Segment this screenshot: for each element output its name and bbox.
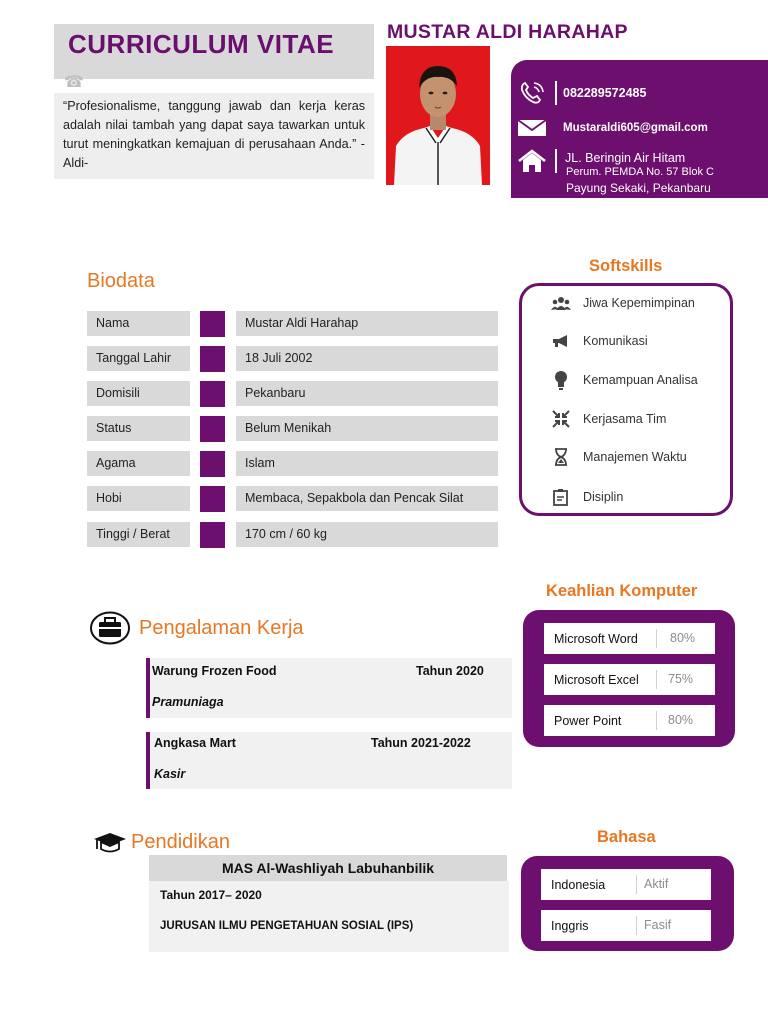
softskill-item [549, 448, 687, 466]
experience-year: Tahun 2021-2022 [371, 736, 471, 750]
computer-skills-heading: Keahlian Komputer [546, 582, 698, 600]
language-row [541, 869, 711, 900]
contact-phone-row [511, 80, 646, 106]
experience-company: Warung Frozen Food [152, 664, 277, 678]
education-major: JURUSAN ILMU PENGETAHUAN SOSIAL (IPS) [160, 920, 414, 932]
bio-value: Membaca, Sepakbola dan Pencak Silat [236, 486, 498, 511]
biodata-heading: Biodata [87, 270, 155, 292]
computer-skill-level: 80% [668, 713, 694, 727]
computer-skill-name: Power Point [554, 713, 622, 728]
softskill-label: Kemampuan Analisa [583, 373, 698, 387]
address-line-3: Payung Sekaki, Pekanbaru [566, 181, 711, 195]
bio-marker [200, 486, 225, 512]
computer-skill-row [544, 623, 715, 654]
clipboard-icon [549, 488, 573, 506]
bio-label: Domisili [87, 381, 190, 406]
computer-skill-row [544, 705, 715, 736]
contact-email[interactable]: Mustaraldi605@gmail.com [563, 122, 708, 134]
bio-value: Mustar Aldi Harahap [236, 311, 498, 336]
softskill-item [549, 488, 623, 506]
graduation-cap-icon [93, 831, 127, 859]
bio-label: Hobi [87, 486, 190, 511]
computer-skill-row [544, 664, 715, 695]
cv-title: CURRICULUM VITAE [68, 29, 335, 59]
computer-skill-name: Microsoft Word [554, 631, 638, 646]
language-name: Indonesia [551, 877, 606, 892]
bio-marker [200, 346, 225, 372]
languages-heading: Bahasa [597, 828, 656, 846]
language-row [541, 910, 711, 941]
bio-label: Agama [87, 451, 190, 476]
softskill-label: Kerjasama Tim [583, 412, 667, 426]
education-years: Tahun 2017– 2020 [160, 888, 262, 902]
softskill-item [549, 332, 648, 350]
contact-phone[interactable]: 082289572485 [563, 86, 647, 100]
lightbulb-icon [549, 371, 573, 389]
skill-divider [656, 711, 657, 730]
softskill-label: Komunikasi [583, 334, 648, 348]
bio-value: Belum Menikah [236, 416, 498, 441]
language-level: Fasif [644, 918, 672, 932]
address-separator [555, 149, 557, 173]
skill-divider [656, 670, 657, 689]
bio-marker [200, 311, 225, 337]
phone-watermark-icon: ☎ [64, 72, 84, 91]
profile-photo [386, 46, 490, 185]
bio-label: Tinggi / Berat [87, 522, 190, 547]
softskill-label: Disiplin [583, 490, 624, 504]
bio-marker [200, 522, 225, 548]
softskills-heading: Softskills [589, 257, 663, 275]
contact-address-row [511, 148, 563, 174]
bio-value: 18 Juli 2002 [236, 346, 498, 371]
phone-separator [555, 81, 557, 105]
address-line-2: Perum. PEMDA No. 57 Blok C [566, 166, 714, 178]
computer-skill-level: 75% [668, 672, 694, 686]
bio-label: Tanggal Lahir [87, 346, 190, 371]
language-name: Inggris [551, 918, 589, 933]
bio-marker [200, 416, 225, 442]
experience-company: Angkasa Mart [154, 736, 236, 750]
email-icon [515, 115, 549, 141]
bio-value: Pekanbaru [236, 381, 498, 406]
experience-role: Kasir [154, 767, 186, 781]
home-icon [515, 148, 549, 174]
softskill-label: Jiwa Kepemimpinan [583, 296, 695, 310]
briefcase-icon [90, 611, 130, 649]
softskill-item [549, 294, 695, 312]
candidate-name: MUSTAR ALDI HARAHAP [387, 21, 628, 43]
experience-year: Tahun 2020 [416, 664, 484, 678]
arrows-in-icon [549, 410, 573, 428]
softskills-box [519, 283, 733, 516]
quote-text: “Profesionalisme, tanggung jawab dan kerja keras adalah nilai tambah yang dapat saya tawarkan untuk turut meningkatkan kemajuan di perusahaan Anda.” - Aldi- [63, 99, 365, 170]
skill-divider [656, 629, 657, 648]
bio-label: Nama [87, 311, 190, 336]
education-heading: Pendidikan [131, 831, 230, 853]
bio-marker [200, 381, 225, 407]
softskill-item [549, 410, 666, 428]
hourglass-icon [549, 448, 573, 466]
skill-divider [636, 916, 637, 935]
experience-heading: Pengalaman Kerja [139, 617, 304, 639]
experience-role: Pramuniaga [152, 695, 224, 709]
bio-value: 170 cm / 60 kg [236, 522, 498, 547]
megaphone-icon [549, 332, 573, 350]
email-separator [555, 116, 557, 140]
computer-skill-level: 80% [670, 631, 696, 645]
users-icon [549, 294, 573, 312]
contact-email-row [511, 115, 708, 141]
education-school: MAS Al-Washliyah Labuhanbilik [149, 855, 507, 881]
bio-value: Islam [236, 451, 498, 476]
softskill-item [549, 371, 698, 389]
softskill-label: Manajemen Waktu [583, 450, 687, 464]
phone-icon [515, 80, 549, 106]
bio-label: Status [87, 416, 190, 441]
contact-panel [511, 60, 768, 198]
address-line-1: JL. Beringin Air Hitam [565, 151, 686, 165]
computer-skill-name: Microsoft Excel [554, 672, 639, 687]
bio-marker [200, 451, 225, 477]
language-level: Aktif [644, 877, 669, 891]
skill-divider [636, 875, 637, 894]
